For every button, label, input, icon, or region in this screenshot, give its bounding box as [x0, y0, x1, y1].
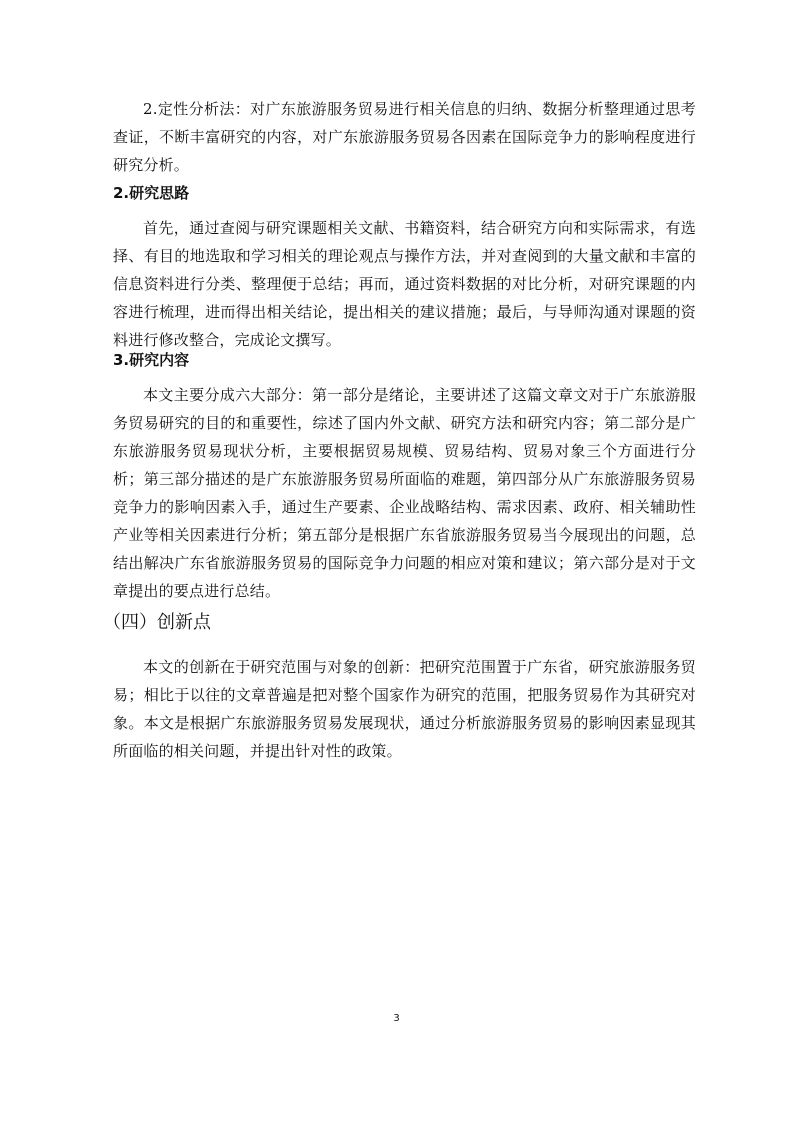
research-content-heading: 3.研究内容 [113, 351, 190, 369]
method-qualitative-block [113, 95, 696, 179]
research-approach-paragraph: 首先，通过查阅与研究课题相关文献、书籍资料，结合研究方向和实际需求，有选择、有目的地选取和学习相关的理论观点与操作方法，并对查阅到的大量文献和丰富的信息资料进行分类、整理便于总结；再而，通过资料数据的对比分析，对研究课题的内容进行梳理，进而得出相关结论，提出相关的建议措施；最后，与导师沟通对课题的资料进行修改整合，完成论文撰写。 [113, 219, 696, 349]
research-approach-body [113, 214, 696, 354]
research-approach-block [113, 179, 696, 207]
research-approach-heading: 2.研究思路 [113, 184, 190, 202]
research-content-paragraph: 本文主要分成六大部分：第一部分是绪论，主要讲述了这篇文章文对于广东旅游服务贸易研究的目的和重要性，综述了国内外文献、研究方法和研究内容；第二部分是广东旅游服务贸易现状分析，主要根据贸易规模、贸易结构、贸易对象三个方面进行分析；第三部分描述的是广东旅游服务贸易所面临的难题，第四部分从广东旅游服务贸易竞争力的影响因素入手，通过生产要素、企业战略结构、需求因素、政府、相关辅助性产业等相关因素进行分析；第五部分是根据广东省旅游服务贸易当今展现出的问题，总结出解决广东省旅游服务贸易的国际竞争力问题的相应对策和建议；第六部分是对于文章提出的要点进行总结。 [113, 386, 696, 600]
innovation-block [103, 609, 686, 637]
research-content-body [113, 381, 696, 605]
research-content-block [113, 346, 696, 374]
page-number: 3 [393, 1013, 400, 1024]
innovation-heading: （四）创新点 [103, 612, 211, 633]
innovation-body [113, 653, 696, 765]
method-qualitative-paragraph: 2.定性分析法：对广东旅游服务贸易进行相关信息的归纳、数据分析整理通过思考查证，不断丰富研究的内容，对广东旅游服务贸易各因素在国际竞争力的影响程度进行研究分析。 [113, 100, 696, 174]
innovation-paragraph: 本文的创新在于研究范围与对象的创新：把研究范围置于广东省，研究旅游服务贸易；相比于以往的文章普遍是把对整个国家作为研究的范围，把服务贸易作为其研究对象。本文是根据广东旅游服务贸易发展现状，通过分析旅游服务贸易的影响因素显现其所面临的相关问题，并提出针对性的政策。 [113, 658, 696, 760]
